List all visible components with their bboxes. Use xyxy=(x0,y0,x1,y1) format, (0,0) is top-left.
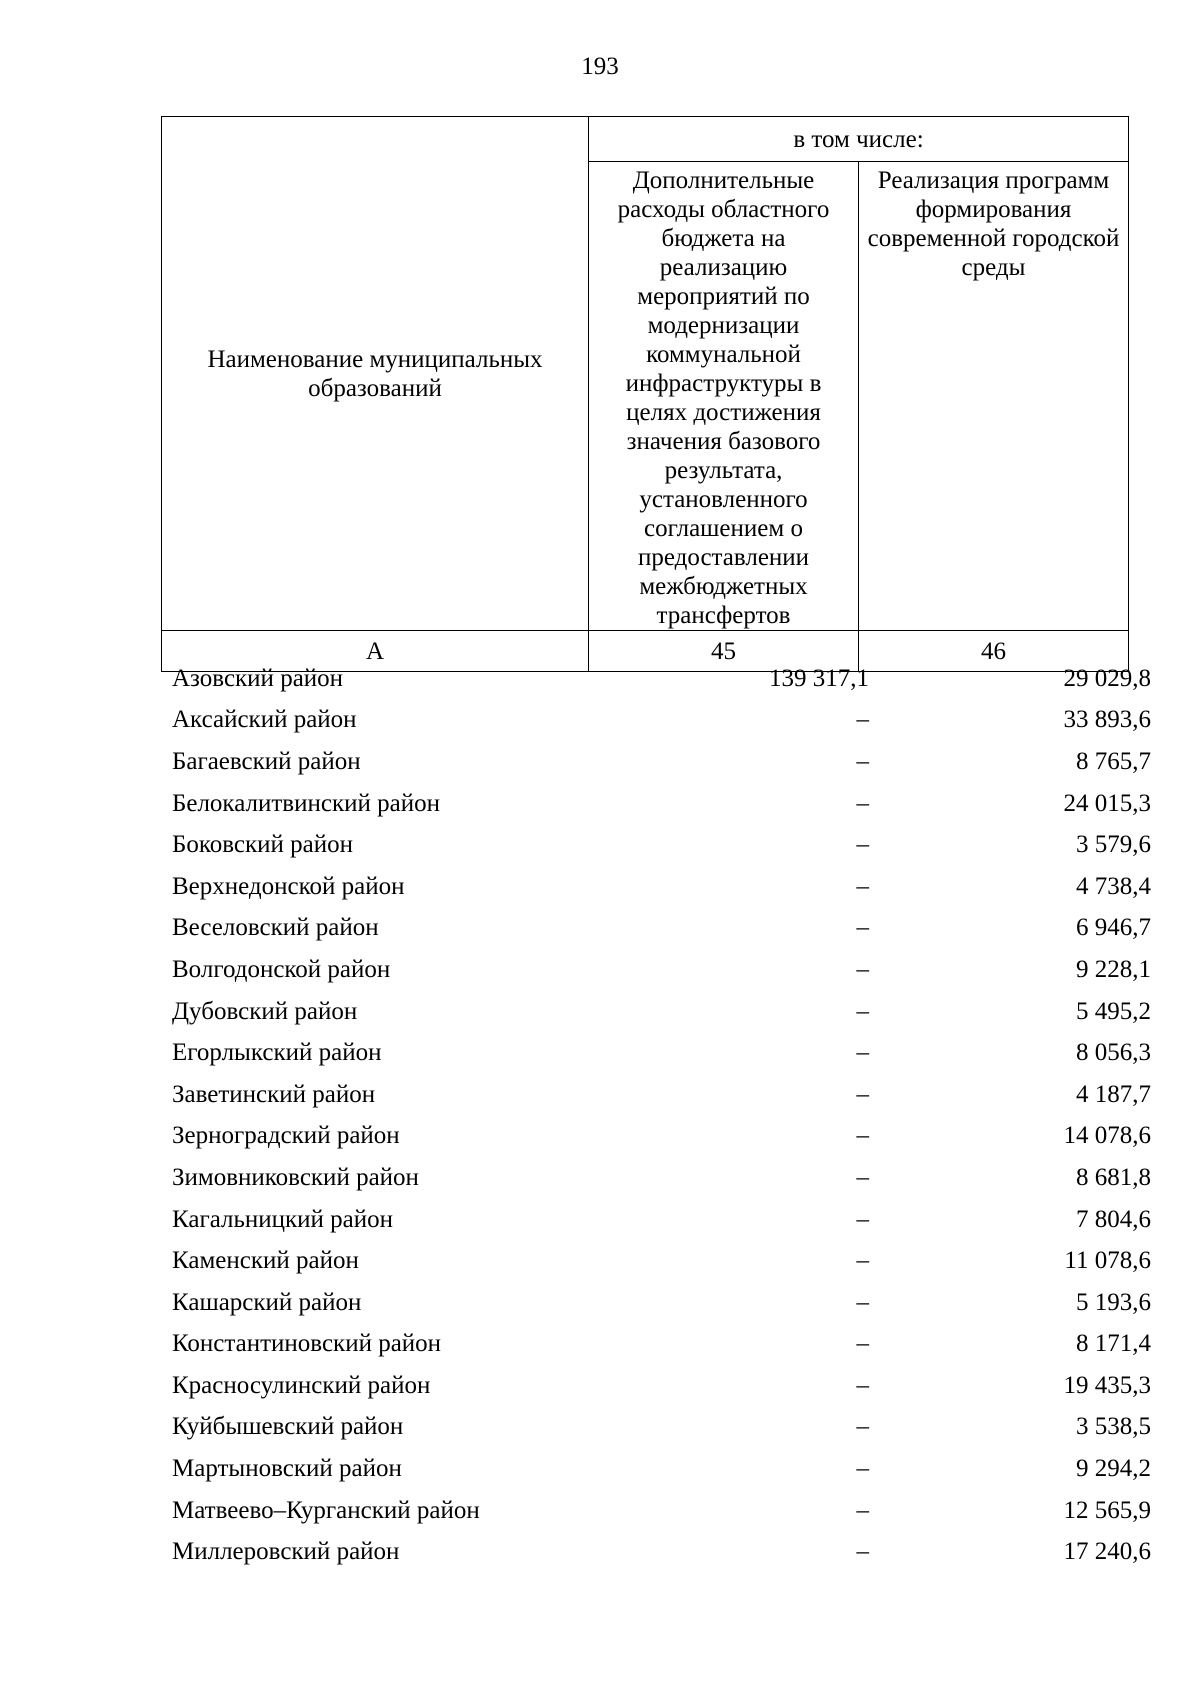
value-col46: 5 193,6 xyxy=(1076,1288,1151,1316)
value-col45: – xyxy=(856,955,869,983)
municipality-name: Заветинский район xyxy=(172,1080,376,1108)
value-col45: – xyxy=(856,789,869,817)
municipality-name: Верхнедонской район xyxy=(172,872,405,900)
municipality-name: Багаевский район xyxy=(172,747,361,775)
value-col45: – xyxy=(856,1080,869,1108)
table-row xyxy=(161,908,1163,950)
municipality-name: Зимовниковский район xyxy=(172,1163,419,1191)
table-row xyxy=(161,991,1163,1033)
municipality-name: Кашарский район xyxy=(172,1288,362,1316)
value-col45: – xyxy=(856,1163,869,1191)
municipality-name: Егорлыкский район xyxy=(172,1039,382,1067)
table-row xyxy=(161,1282,1163,1324)
table-header xyxy=(161,116,1129,672)
data-table-body xyxy=(161,658,1163,1573)
value-col46: 24 015,3 xyxy=(1063,789,1151,817)
value-col46: 8 681,8 xyxy=(1076,1163,1151,1191)
value-col46: 5 495,2 xyxy=(1076,997,1151,1025)
value-col45: – xyxy=(856,997,869,1025)
table-row xyxy=(161,1116,1163,1158)
table-row xyxy=(161,1199,1163,1241)
value-col46: 19 435,3 xyxy=(1063,1371,1151,1399)
value-col46: 3 579,6 xyxy=(1076,831,1151,859)
column-code-46: 46 xyxy=(859,631,1129,672)
value-col46: 9 294,2 xyxy=(1076,1455,1151,1483)
table-row xyxy=(161,783,1163,825)
municipality-name: Азовский район xyxy=(172,664,344,692)
value-col45: – xyxy=(856,1205,869,1233)
municipality-name: Дубовский район xyxy=(172,997,358,1025)
value-col45: – xyxy=(856,1247,869,1275)
municipality-name: Аксайский район xyxy=(172,706,357,734)
municipality-name: Волгодонской район xyxy=(172,955,391,983)
value-col45: – xyxy=(856,1455,869,1483)
value-col45: – xyxy=(856,706,869,734)
table-row xyxy=(161,824,1163,866)
municipality-name: Зерноградский район xyxy=(172,1122,400,1150)
table-row xyxy=(161,658,1163,700)
municipality-name: Каменский район xyxy=(172,1247,359,1275)
column-code-name: А xyxy=(162,631,589,672)
value-col45: – xyxy=(856,747,869,775)
table-row xyxy=(161,1324,1163,1366)
municipality-name: Веселовский район xyxy=(172,914,379,942)
value-col45: – xyxy=(856,1122,869,1150)
value-col45: – xyxy=(856,1538,869,1566)
table-row xyxy=(161,1157,1163,1199)
municipality-name: Миллеровский район xyxy=(172,1538,400,1566)
value-col46: 4 738,4 xyxy=(1076,872,1151,900)
value-col46: 17 240,6 xyxy=(1063,1538,1151,1566)
value-col45: – xyxy=(856,831,869,859)
column-header-46: Реализация программ формирования современной городской среды xyxy=(859,162,1129,631)
value-col46: 29 029,8 xyxy=(1063,664,1151,692)
value-col45: – xyxy=(856,1330,869,1358)
table-row xyxy=(161,741,1163,783)
table-row xyxy=(161,1448,1163,1490)
table-row xyxy=(161,700,1163,742)
column-group-header: в том числе: xyxy=(589,117,1129,162)
municipality-name: Мартыновский район xyxy=(172,1455,402,1483)
value-col45: – xyxy=(856,872,869,900)
municipality-name: Боковский район xyxy=(172,831,353,859)
municipality-name: Кагальницкий район xyxy=(172,1205,394,1233)
table-row xyxy=(161,1490,1163,1532)
page-number: 193 xyxy=(581,53,619,80)
value-col46: 8 765,7 xyxy=(1076,747,1151,775)
value-col46: 3 538,5 xyxy=(1076,1413,1151,1441)
column-header-45: Дополнительные расходы областного бюджета на реализацию мероприятий по модернизации коммунальной инфраструктуры в целях достижения значения базового результата, установленного соглашением о предоставлении межбюджетных трансфертов xyxy=(589,162,859,631)
value-col46: 4 187,7 xyxy=(1076,1080,1151,1108)
value-col45: – xyxy=(856,1039,869,1067)
value-col46: 7 804,6 xyxy=(1076,1205,1151,1233)
table-row xyxy=(161,1074,1163,1116)
value-col46: 11 078,6 xyxy=(1064,1247,1151,1275)
municipality-name: Константиновский район xyxy=(172,1330,442,1358)
value-col46: 8 056,3 xyxy=(1076,1039,1151,1067)
value-col46: 9 228,1 xyxy=(1076,955,1151,983)
table-row xyxy=(161,866,1163,908)
table-row xyxy=(161,949,1163,991)
value-col45: 139 317,1 xyxy=(769,664,869,692)
value-col46: 6 946,7 xyxy=(1076,914,1151,942)
municipality-name: Матвеево–Курганский район xyxy=(172,1496,480,1524)
value-col45: – xyxy=(856,1496,869,1524)
municipality-name: Красносулинский район xyxy=(172,1371,431,1399)
value-col46: 14 078,6 xyxy=(1063,1122,1151,1150)
table-row xyxy=(161,1365,1163,1407)
value-col46: 12 565,9 xyxy=(1063,1496,1151,1524)
data-table xyxy=(161,658,1163,1573)
column-header-name: Наименование муниципальных образований xyxy=(162,117,589,631)
column-code-45: 45 xyxy=(589,631,859,672)
municipality-name: Белокалитвинский район xyxy=(172,789,440,817)
value-col46: 33 893,6 xyxy=(1063,706,1151,734)
value-col45: – xyxy=(856,1371,869,1399)
table-row xyxy=(161,1531,1163,1573)
value-col45: – xyxy=(856,914,869,942)
table-row xyxy=(161,1407,1163,1449)
municipality-name: Куйбышевский район xyxy=(172,1413,404,1441)
table-row xyxy=(161,1032,1163,1074)
value-col45: – xyxy=(856,1413,869,1441)
table-row xyxy=(161,1240,1163,1282)
value-col46: 8 171,4 xyxy=(1076,1330,1151,1358)
value-col45: – xyxy=(856,1288,869,1316)
